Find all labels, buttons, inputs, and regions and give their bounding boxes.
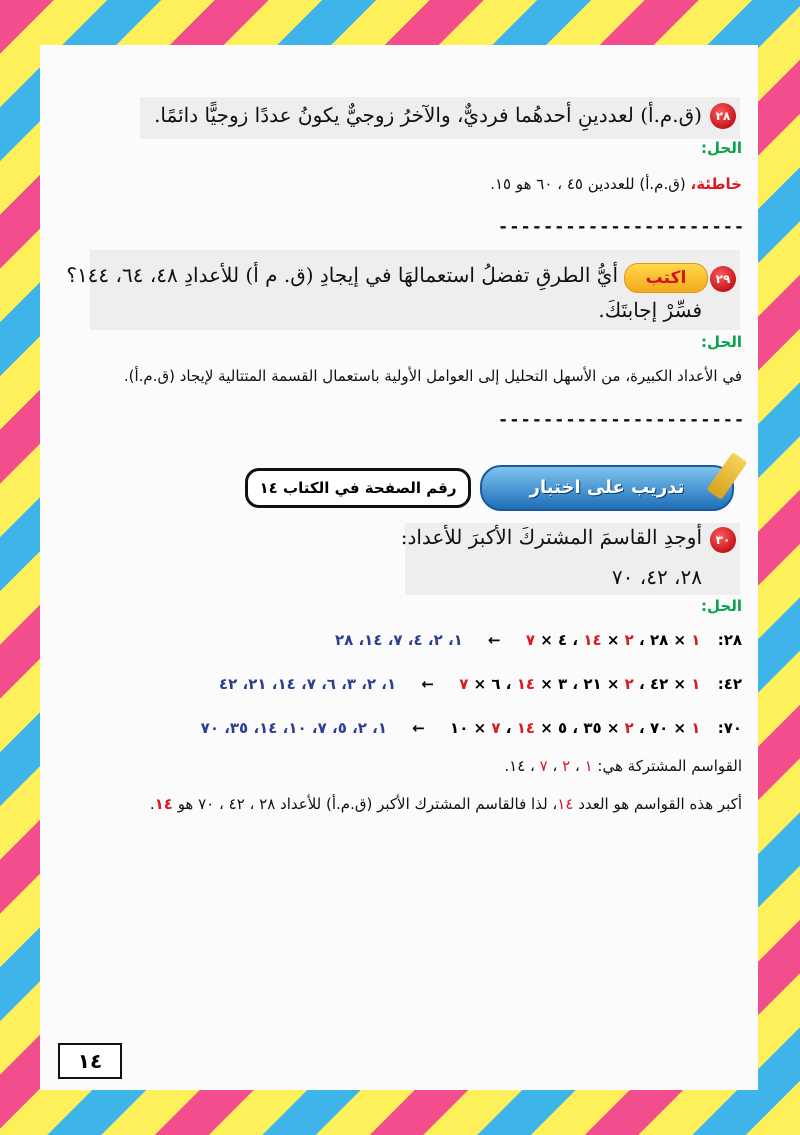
question-number-30: ٣٠ (710, 527, 736, 553)
common-divisor: ١ (584, 757, 593, 775)
factor-a: ٦ (491, 675, 501, 693)
answer-28-detail: (ق.م.أ) للعددين ٤٥ ، ٦٠ هو ١٥. (490, 175, 691, 193)
factor-b: ٧ (525, 631, 535, 649)
factor-b: ٢١ (583, 675, 602, 693)
factor-row: ٧٠: ١ × ٧٠ ، ٢ × ٣٥ ، ٥ × ١٤ ، ٧ × ١٠ ← ١، ٢، ٥، ٧، ١٠، ١٤، ٣٥، ٧٠ (200, 719, 742, 737)
separator: ---------------------- (498, 410, 746, 430)
factor-row-label: ٧٠: (717, 719, 742, 737)
factor-row-label: ٤٢: (717, 675, 742, 693)
factor-row-label: ٢٨: (717, 631, 742, 649)
page-number: ١٤ (58, 1043, 122, 1079)
conclusion-text: أكبر هذه القواسم هو العدد (578, 795, 742, 813)
answer-28-verdict: خاطئة، (690, 175, 742, 193)
question-28-text: (ق.م.أ) لعددينِ أحدهُما فرديٌّ، والآخرُ زوجيٌّ يكونُ عددًا زوجيًّا دائمًا. (154, 103, 702, 127)
divisors-list: ١، ٢، ٣، ٦، ٧، ١٤، ٢١، ٤٢ (218, 675, 397, 693)
question-number-29: ٢٩ (710, 266, 736, 292)
factor-a: ٧ (491, 719, 501, 737)
conclusion-gcf: ١٤ (557, 795, 574, 813)
factor-a: ٤ (558, 631, 568, 649)
factor-a: ٣ (558, 675, 568, 693)
common-divisor: ٧ (539, 757, 548, 775)
practice-banner-text: تدريب على اختبار (529, 477, 685, 498)
factor-a: ٥ (558, 719, 568, 737)
factor-b: ٧ (459, 675, 469, 693)
solution-label: الحل: (701, 139, 742, 157)
worksheet-page (40, 45, 758, 1090)
question-number-28: ٢٨ (710, 103, 736, 129)
question-29-line1: أيُّ الطرقِ تفضلُ استعمالهَا في إيجادِ (ق. م أ) للأعدادِ ٤٨، ٦٤، ١٤٤؟ (66, 263, 618, 287)
arrow-icon: ← (412, 719, 425, 737)
factor-b: ٤٢ (649, 675, 669, 693)
separator: ---------------------- (498, 217, 746, 237)
factor-a: ١ (691, 631, 701, 649)
arrow-icon: ← (421, 675, 434, 693)
common-divisors: القواسم المشتركة هي: ١ ، ٢ ، ٧ ، ١٤. (504, 757, 742, 775)
divisors-list: ١، ٢، ٤، ٧، ١٤، ٢٨ (334, 631, 463, 649)
solution-label: الحل: (701, 333, 742, 351)
question-30-numbers: ٢٨، ٤٢، ٧٠ (611, 565, 702, 589)
factor-a: ٢ (624, 719, 634, 737)
write-badge: اكتب (624, 263, 708, 293)
factor-a: ٢ (624, 631, 634, 649)
factor-b: ١٤ (583, 631, 602, 649)
factor-row: ٤٢: ١ × ٤٢ ، ٢ × ٢١ ، ٣ × ١٤ ، ٦ × ٧ ← ١، ٢، ٣، ٦، ٧، ١٤، ٢١، ٤٢ (218, 675, 742, 693)
factor-a: ١ (691, 719, 701, 737)
conclusion-answer: ١٤ (154, 795, 173, 813)
divisors-list: ١، ٢، ٥، ٧، ١٠، ١٤، ٣٥، ٧٠ (200, 719, 387, 737)
arrow-icon: ← (488, 631, 501, 649)
factor-b: ١٤ (516, 675, 535, 693)
question-30-text: أوجدِ القاسمَ المشتركَ الأكبرَ للأعداد: (400, 525, 702, 549)
common-divisors-label: القواسم المشتركة هي: (597, 757, 742, 775)
question-29-line2: فسِّرْ إجابتَكَ. (598, 298, 702, 322)
book-page-reference: رقم الصفحة في الكتاب ١٤ (245, 468, 471, 508)
factor-a: ٢ (624, 675, 634, 693)
factor-a: ١ (691, 675, 701, 693)
solution-label: الحل: (701, 597, 742, 615)
factor-b: ١٠ (450, 719, 469, 737)
answer-28 (490, 175, 742, 193)
factor-b: ١٤ (516, 719, 535, 737)
answer-29: في الأعداد الكبيرة، من الأسهل التحليل إلى العوامل الأولية باستعمال القسمة المتتالية لإيجاد (ق.م.أ). (123, 367, 742, 385)
conclusion-text: ، لذا فالقاسم المشترك الأكبر (ق.م.أ) للأعداد ٢٨ ، ٤٢ ، ٧٠ هو (177, 795, 558, 813)
practice-banner (480, 465, 734, 511)
factor-row: ٢٨: ١ × ٢٨ ، ٢ × ١٤ ، ٤ × ٧ ← ١، ٢، ٤، ٧، ١٤، ٢٨ (334, 631, 742, 649)
gcf-conclusion: أكبر هذه القواسم هو العدد ١٤، لذا فالقاسم المشترك الأكبر (ق.م.أ) للأعداد ٢٨ ، ٤٢ ، ٧٠ هو ١٤. (149, 795, 742, 813)
factor-b: ٣٥ (583, 719, 602, 737)
common-divisor: ٢ (562, 757, 571, 775)
factor-b: ٧٠ (649, 719, 669, 737)
common-divisor: ١٤ (509, 757, 526, 775)
factor-b: ٢٨ (649, 631, 669, 649)
